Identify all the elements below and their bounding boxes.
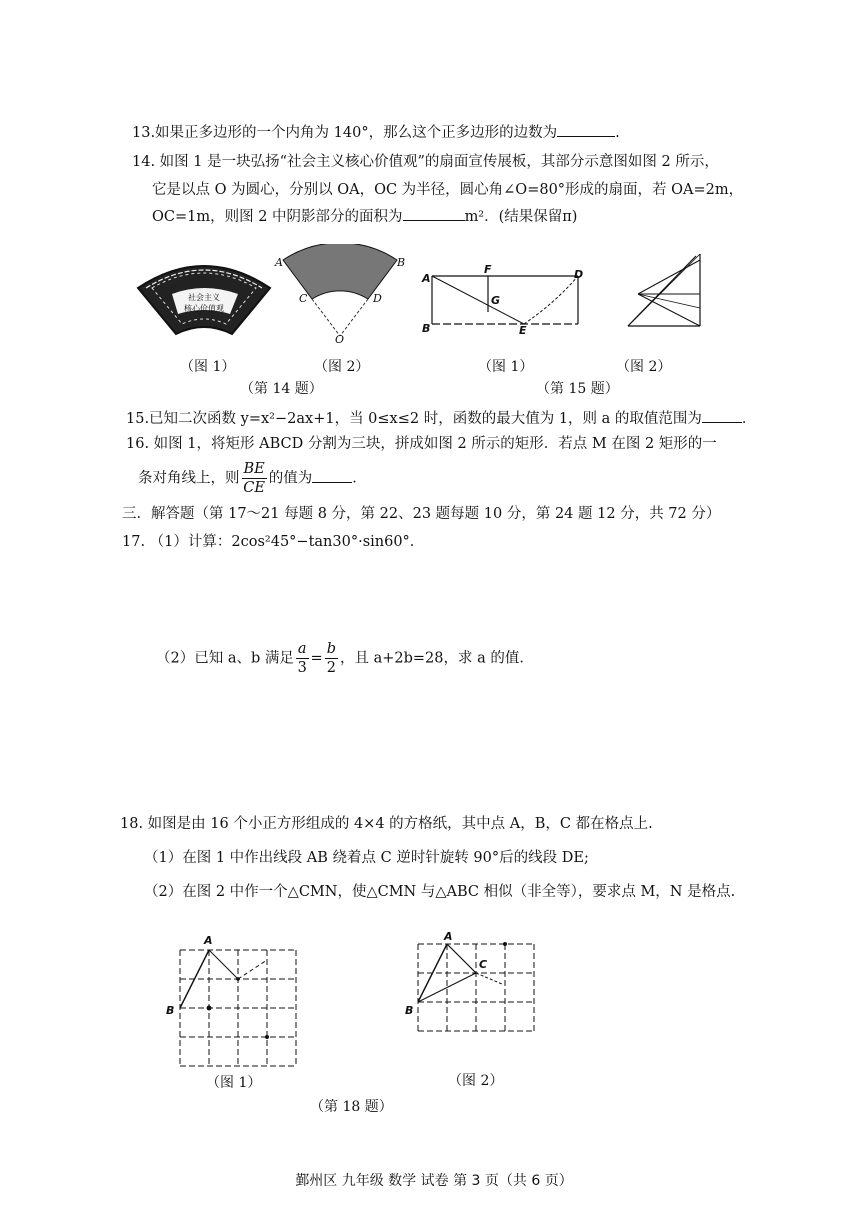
section-3-heading: 三．解答题（第 17～21 每题 8 分，第 22、23 题每题 10 分，第 24 题 12 分，共 72 分） <box>122 506 721 522</box>
question-16-line1: 16. 如图 1，将矩形 ABCD 分割为三块，拼成如图 2 所示的矩形．若点 M 在图 2 矩形的一 <box>126 436 717 452</box>
q14-answer-blank[interactable] <box>403 206 465 221</box>
fan-text-1: 社会主义 <box>188 293 220 302</box>
q14-caption-fig2: （图 2） <box>314 359 370 375</box>
question-15: 15.已知二次函数 y=x²−2ax+1，当 0≤x≤2 时，函数的最大值为 1，则 a 的取值范围为 ． <box>126 408 756 429</box>
question-14-line1: 14. 如图 1 是一块弘扬“社会主义核心价值观”的扇面宣传展板，其部分示意图如图 2 所示， <box>132 154 719 170</box>
label-b: B <box>166 1004 175 1017</box>
q15-caption-fig1: （图 1） <box>478 359 534 375</box>
q15-rectangle-diagram <box>420 262 588 338</box>
question-14-line3: OC=1m，则图 2 中阴影部分的面积为 m²．(结果保留π) <box>152 206 577 227</box>
label-b: B <box>405 1004 414 1017</box>
fan-text-2: 核心价值观 <box>184 304 224 313</box>
q14-sector-diagram <box>272 244 408 344</box>
question-13: 13.如果正多边形的一个内角为 140°，那么这个正多边形的边数为 . <box>132 122 620 143</box>
label-a: A <box>275 256 283 269</box>
q18-caption-fig1: （图 1） <box>206 1075 262 1091</box>
question-18-line1: 18. 如图是由 16 个小正方形组成的 4×4 的方格纸，其中点 A，B，C 都在格点上. <box>120 816 653 832</box>
question-16-line2: 条对角线上，则 $\frac{BE}{CE}$ 的值为 ． <box>138 461 367 496</box>
q15-answer-blank[interactable] <box>702 408 742 423</box>
q14-fan-photo <box>134 258 274 338</box>
fraction-be-ce: $\frac{BE}{CE}$ <box>243 461 265 496</box>
label-a: A <box>204 934 213 947</box>
question-17-part2: （2）已知 a、b 满足 $\frac{a}{3}$ = $\frac{b}{2}$ ，且 a+2b=28，求 a 的值． <box>156 641 534 676</box>
label-d: D <box>574 268 584 281</box>
q15-caption: （第 15 题） <box>536 381 619 397</box>
label-c: C <box>479 958 488 971</box>
question-18-line2: （1）在图 1 中作出线段 AB 绕着点 C 逆时针旋转 90°后的线段 DE; <box>144 850 589 866</box>
q15-caption-fig2: （图 2） <box>616 359 672 375</box>
label-b: B <box>397 256 406 269</box>
page-footer: 鄞州区 九年级 数学 试卷 第 3 页（共 6 页） <box>295 1173 573 1189</box>
q16-answer-blank[interactable] <box>312 468 352 483</box>
label-o: O <box>335 333 345 344</box>
question-14-line2: 它是以点 O 为圆心，分别以 OA，OC 为半径，圆心角∠O=80°形成的扇面，若 OA=2m， <box>152 182 744 198</box>
label-c: C <box>299 292 308 305</box>
question-17-part1: 17. （1）计算：2cos²45°−tan30°·sin60°． <box>122 534 425 550</box>
question-18-line3: （2）在图 2 中作一个△CMN，使△CMN 与△ABC 相似（非全等），要求点 M，N 是格点. <box>144 884 736 900</box>
label-e: E <box>519 324 527 337</box>
q13-text: 13.如果正多边形的一个内角为 140°，那么这个正多边形的边数为 <box>132 125 558 141</box>
q18-caption: （第 18 题） <box>310 1099 393 1115</box>
label-d: D <box>373 292 382 305</box>
q18-caption-fig2: （图 2） <box>448 1073 504 1089</box>
q14-caption-fig1: （图 1） <box>180 359 236 375</box>
label-b: B <box>422 322 431 335</box>
q15-figure-2 <box>620 250 706 332</box>
q18-grid-figure-1[interactable] <box>160 930 310 1072</box>
label-f: F <box>484 263 492 276</box>
fraction-b-2: $\frac{b}{2}$ <box>326 641 336 676</box>
label-a: A <box>422 272 431 285</box>
q18-grid-figure-2[interactable] <box>402 928 548 1052</box>
fraction-a-3: $\frac{a}{3}$ <box>297 641 307 676</box>
label-a: A <box>444 930 453 943</box>
q14-caption: （第 14 题） <box>240 381 323 397</box>
label-g: G <box>491 294 501 307</box>
q13-answer-blank[interactable] <box>557 122 615 137</box>
